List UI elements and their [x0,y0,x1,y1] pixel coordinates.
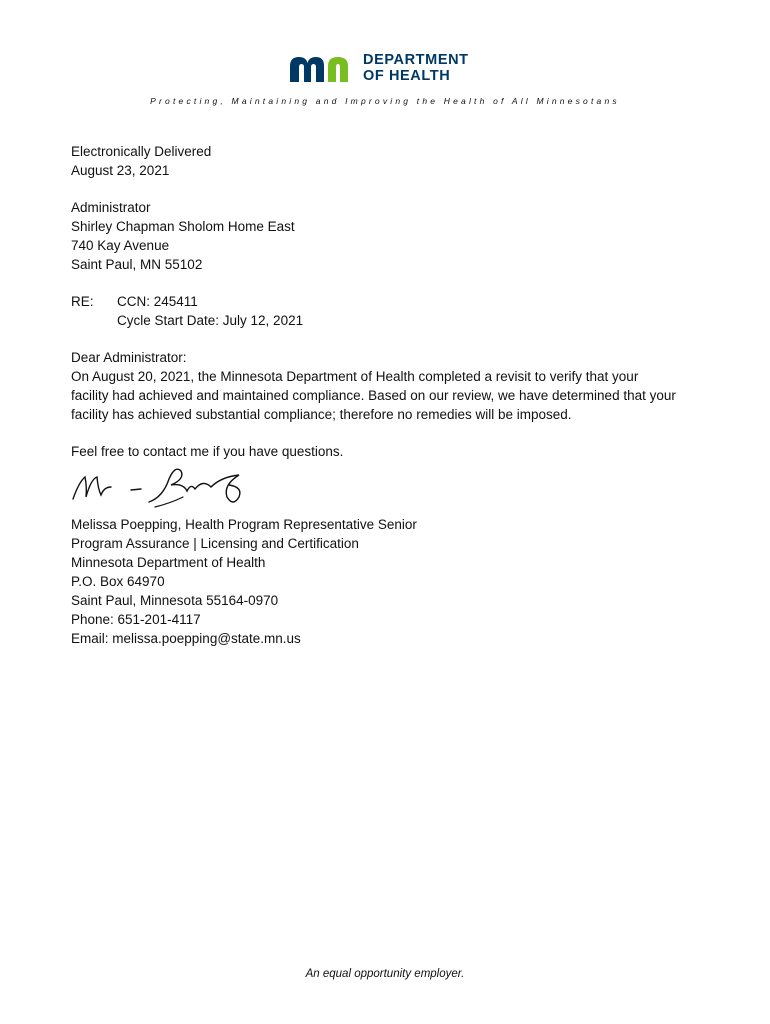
re-cycle-date: Cycle Start Date: July 12, 2021 [117,313,304,328]
delivery-method: Electronically Delivered [71,144,212,159]
delivery-block [71,142,711,180]
recipient-city: Saint Paul, MN 55102 [71,257,203,272]
signature [71,457,711,515]
body-paragraph-2: Feel free to contact me if you have questions. [71,444,344,459]
re-label: RE: [71,294,94,309]
recipient-street: 740 Kay Avenue [71,238,170,253]
letter-date: August 23, 2021 [71,163,170,178]
org-name-line2: OF HEALTH [363,68,451,84]
sender-phone: Phone: 651-201-4117 [71,612,201,627]
mdh-logo [288,52,488,88]
body-line-1: On August 20, 2021, the Minnesota Department of Health completed a revisit to verify that your [71,369,639,384]
letter-body [71,142,711,648]
sender-name-title: Melissa Poepping, Health Program Representative Senior [71,517,417,532]
re-ccn: CCN: 245411 [117,294,198,309]
mn-logo-icon [288,52,358,84]
body-line-3: facility has achieved substantial compliance; therefore no remedies will be imposed. [71,407,572,422]
body-paragraph-1 [71,367,711,424]
salutation: Dear Administrator: [71,350,187,365]
sender-department: Minnesota Department of Health [71,555,266,570]
sender-signature-block [71,515,711,648]
sender-program: Program Assurance | Licensing and Certification [71,536,359,551]
recipient-title: Administrator [71,200,151,215]
recipient-address [71,198,711,274]
sender-po-box: P.O. Box 64970 [71,574,165,589]
sender-email[interactable]: Email: melissa.poepping@state.mn.us [71,631,301,646]
sender-city: Saint Paul, Minnesota 55164-0970 [71,593,279,608]
footer-eeo-statement: An equal opportunity employer. [305,968,465,980]
re-block [71,292,711,330]
tagline: Protecting, Maintaining and Improving the Health of All Minnesotans [150,96,620,106]
org-name-line1: DEPARTMENT [363,52,469,68]
handwritten-signature-icon [71,457,271,515]
recipient-facility: Shirley Chapman Sholom Home East [71,219,295,234]
body-line-2: facility had achieved and maintained compliance. Based on our review, we have determined that your [71,388,676,403]
